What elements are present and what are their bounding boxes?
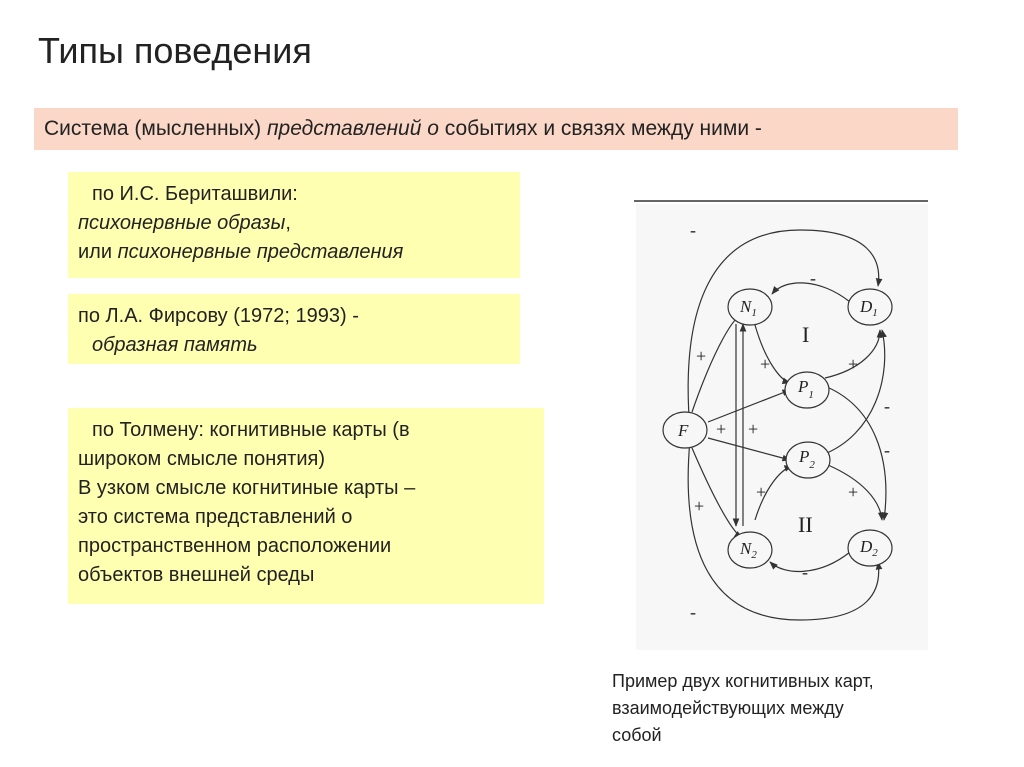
- firsov-memory: образная память: [92, 334, 258, 356]
- cognitive-map-diagram: [630, 190, 930, 650]
- firsov-box: [68, 294, 520, 364]
- minus-outer-bottom: -: [690, 602, 696, 622]
- roman-one: I: [802, 322, 810, 347]
- minus-d1-n1: -: [810, 268, 816, 288]
- tolman-line-1: по Толмену: когнитивные карты (в: [92, 419, 410, 441]
- plus-n1-p1: +: [760, 354, 771, 374]
- minus-outer-top: -: [690, 220, 696, 240]
- tolman-line-6: объектов внешней среды: [78, 564, 315, 586]
- beritashvili-heading: по И.С. Бериташвили:: [92, 183, 298, 205]
- definition-banner: [34, 108, 958, 150]
- plus-p2-d2: +: [848, 482, 859, 502]
- plus-f-p-1: +: [716, 419, 727, 439]
- minus-d2-n2: -: [802, 562, 808, 582]
- label-p2: $P_2$: [799, 447, 815, 471]
- tolman-line-5: пространственном расположении: [78, 535, 392, 557]
- minus-cross-1: -: [884, 396, 890, 416]
- plus-n2-p2: +: [756, 482, 767, 502]
- label-d2: $D_2$: [860, 537, 878, 559]
- tolman-line-3: В узком смысле когнитиные карты –: [78, 477, 416, 499]
- plus-p1-d1: +: [848, 354, 859, 374]
- roman-two: II: [798, 512, 813, 537]
- caption-line-3: собой: [612, 725, 662, 745]
- beritashvili-images: психонервные образы: [78, 212, 286, 234]
- beritashvili-box: [68, 172, 520, 278]
- minus-cross-2: -: [884, 440, 890, 460]
- tolman-line-2: широком смысле понятия): [78, 448, 325, 470]
- banner-text-1: Система (мысленных): [44, 117, 267, 140]
- page-title: Типы поведения: [38, 30, 312, 71]
- beritashvili-comma: ,: [285, 212, 291, 234]
- label-d1: $D_1$: [860, 297, 878, 319]
- label-f: F: [678, 421, 689, 440]
- caption-line-2: взаимодействующих между: [612, 698, 844, 718]
- tolman-line-4: это система представлений о: [78, 506, 353, 528]
- label-n1: $N_1$: [740, 297, 757, 319]
- caption-line-1: Пример двух когнитивных карт,: [612, 671, 874, 691]
- plus-f-n1: +: [696, 346, 707, 366]
- diagram-caption: [612, 668, 972, 749]
- tolman-box: [68, 408, 544, 604]
- plus-f-n2: +: [694, 496, 705, 516]
- banner-text-italic: представлений о: [266, 117, 439, 140]
- banner-text-2: событиях и связях между ними -: [438, 117, 762, 140]
- beritashvili-or: или: [78, 241, 118, 263]
- beritashvili-line-2: [78, 209, 510, 238]
- label-n2: $N_2$: [740, 539, 757, 561]
- plus-f-p-2: +: [748, 419, 759, 439]
- beritashvili-representations: психонервные представления: [117, 241, 404, 263]
- label-p1: $P_1$: [798, 377, 814, 401]
- firsov-heading: по Л.А. Фирсову (1972; 1993) -: [78, 305, 359, 327]
- beritashvili-line-3: [78, 238, 510, 267]
